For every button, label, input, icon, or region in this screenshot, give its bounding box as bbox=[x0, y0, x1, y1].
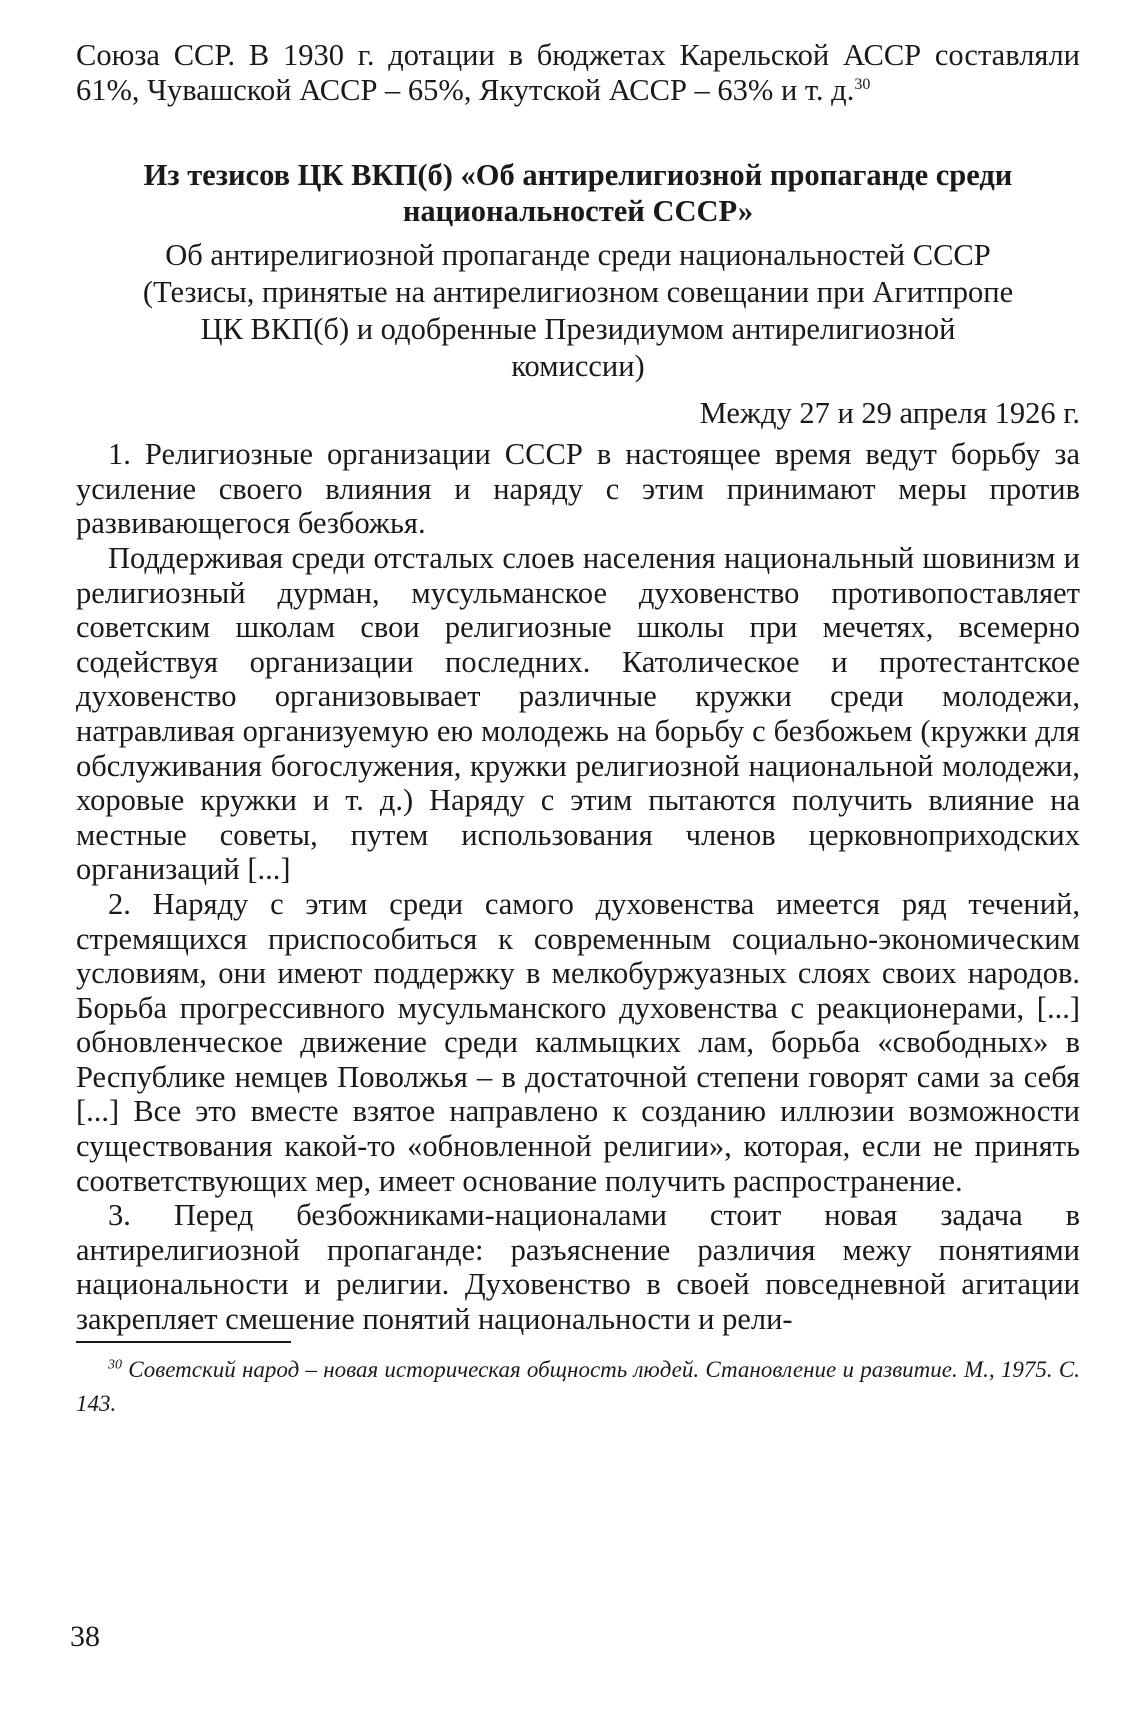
page-number: 38 bbox=[70, 1620, 100, 1653]
body-paragraph-1: 1. Религиозные организации СССР в настоящее время ведут борьбу за усиление своего влияния и наряду с этим принимают меры против развивающегося безбожья. bbox=[76, 437, 1080, 541]
body-paragraph-2: Поддерживая среди отсталых слоев населения национальный шовинизм и религиозный дурман, мусульманское духовенство противопоставляет советским школам свои религиозные школы при мечетях, всемерно содействуя организации последних. Католическое и протестантское духовенство организовывает различные кружки среди молодежи, натравливая организуемую ею молодежь на борьбу с безбожьем (кружки для обслуживания богослужения, кружки религиозной национальной молодежи, хоровые кружки и т. д.) Наряду с этим пытаются получить влияние на местные советы, путем использования членов церковноприходских организаций [...] bbox=[76, 540, 1080, 887]
document-page bbox=[76, 38, 1080, 1421]
section-heading: Из тезисов ЦК ВКП(б) «Об антирелигиозной пропаганде среди национальностей СССР» bbox=[143, 158, 1013, 229]
footnote bbox=[76, 1353, 1080, 1421]
intro-text: Союза ССР. В 1930 г. дотации в бюджетах Карельской АССР составляли 61%, Чувашской АССР – 65%, Якутской АССР – 63% и т. д. bbox=[76, 38, 1080, 107]
intro-paragraph bbox=[76, 38, 1080, 107]
footnote-text: Советский народ – новая историческая общность людей. Становление и развитие. М., 1975. С. 143. bbox=[76, 1356, 1080, 1416]
footnote-divider bbox=[76, 1341, 291, 1343]
document-date: Между 27 и 29 апреля 1926 г. bbox=[699, 396, 1080, 431]
body-paragraph-3: 2. Наряду с этим среди самого духовенства имеется ряд течений, стремящихся приспособиться к современным социально-экономическим условиям, они имеют поддержку в мелкобуржуазных слоях своих народов. Борьба прогрессивного мусульманского духовенства с реакционерами, [...] обновленческое движение среди калмыцких лам, борьба «свободных» в Республике немцев Поволжья – в достаточной степени говорят сами за себя [...] Все это вместе взятое направлено к созданию иллюзии возможности существования какой-то «обновленной религии», которая, если не принять соответствующих мер, имеет основание получить распространение. bbox=[76, 886, 1080, 1198]
document-subtitle: Об антирелигиозной пропаганде среди национальностей СССР (Тезисы, принятые на антирелигиозном совещании при Агитпропе ЦК ВКП(б) и одобренные Президиумом антирелигиозной комиссии) bbox=[142, 238, 1014, 384]
footnote-reference: 30 bbox=[854, 75, 871, 93]
footnote-number: 30 bbox=[108, 1356, 122, 1372]
body-paragraph-4: 3. Перед безбожниками-националами стоит новая задача в антирелигиозной пропаганде: разъяснение различия межу понятиями национальности и религии. Духовенство в своей повседневной агитации закрепляет смешение понятий национальности и рели- bbox=[76, 1198, 1080, 1337]
